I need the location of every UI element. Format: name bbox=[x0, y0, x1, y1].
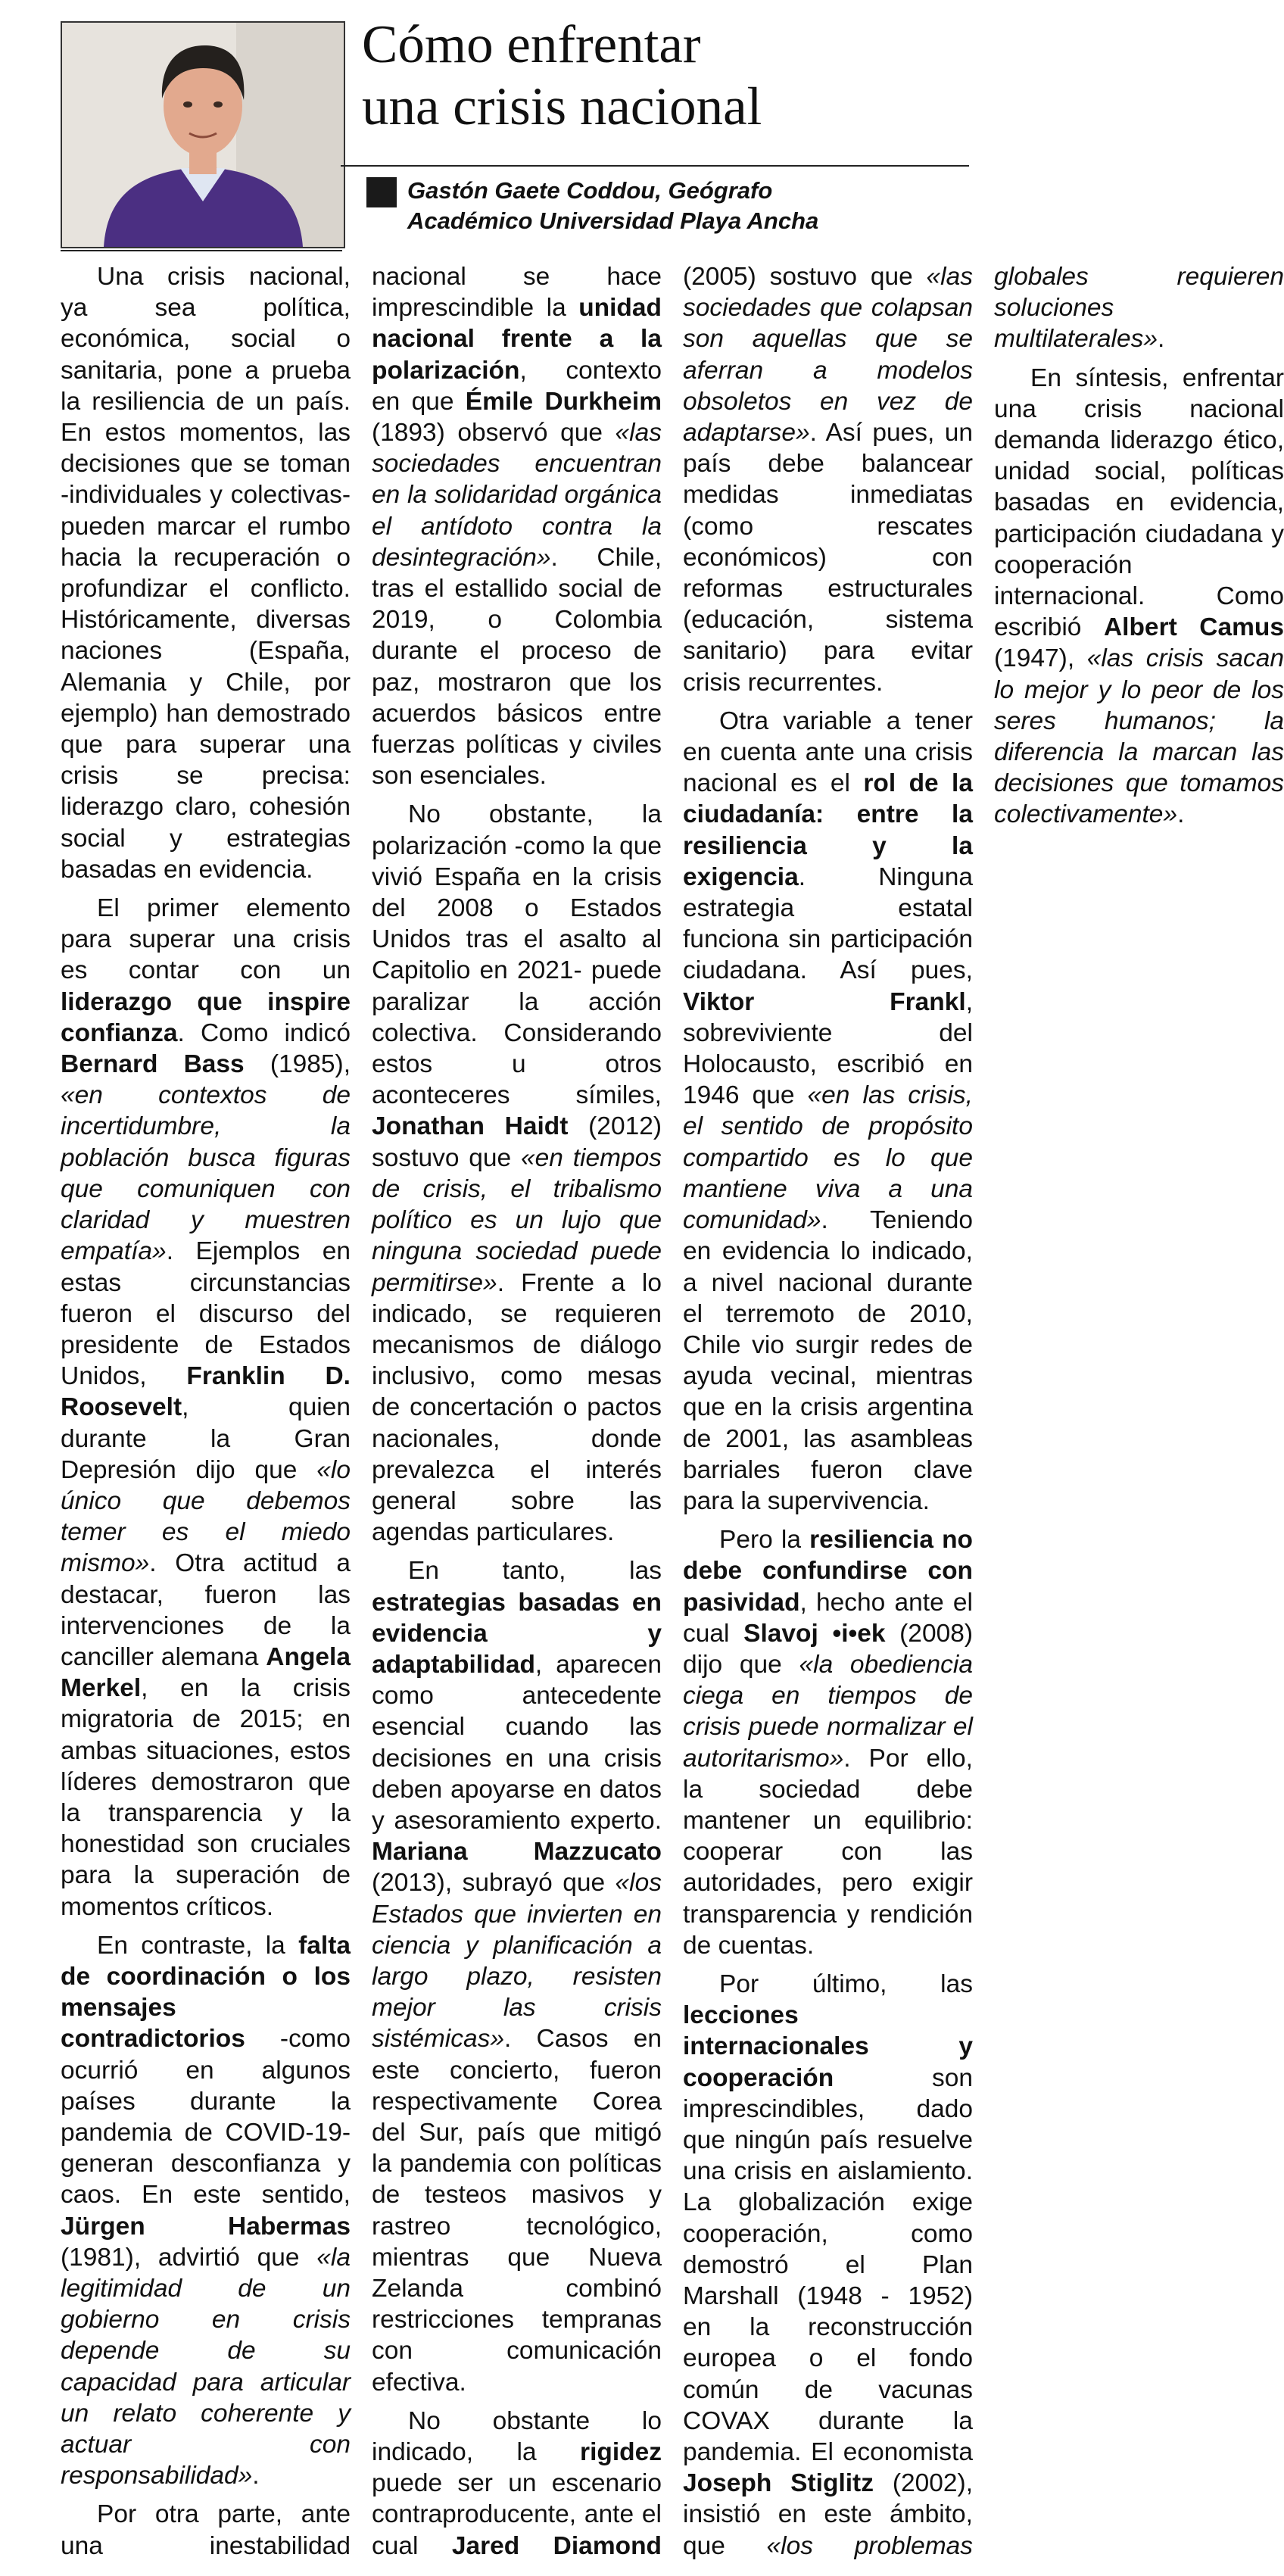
text-run: , hecho ante el cual bbox=[683, 1588, 973, 1648]
text-run: (2005) sostuvo que bbox=[683, 263, 927, 291]
text-run: , sobreviviente del Holocausto, escribió en 1946 que bbox=[683, 987, 973, 1110]
bold-phrase: liderazgo que inspire confianza bbox=[61, 987, 351, 1047]
text-run: . Ninguna estrategia estatal funciona sin participación ciudadana. Así pues, bbox=[683, 862, 973, 985]
text-run: . Así pues, un país debe balancear medidas inmediatas (como rescates económicos) con reformas estructurales (educación, sistema sanitario) para evitar crisis recurrentes. bbox=[683, 419, 973, 697]
text-run: (2012) sostuvo que bbox=[372, 1112, 662, 1172]
article-paragraph-p8 bbox=[683, 706, 973, 1517]
text-run: Pero la bbox=[719, 1526, 810, 1555]
author-role: Académico Universidad Playa Ancha bbox=[407, 207, 819, 234]
text-run: puede ser un escenario contraproducente, ante el cual bbox=[372, 2469, 662, 2560]
text-run: (1981), advirtió que bbox=[61, 2243, 317, 2272]
author-name: Gastón Gaete Coddou, Geógrafo bbox=[407, 177, 773, 204]
bold-phrase: Bernard Bass bbox=[61, 1050, 245, 1079]
bold-phrase: falta de coordinación o los mensajes contradictorios bbox=[61, 1931, 351, 2054]
text-run: . bbox=[252, 2462, 260, 2490]
italic-quote: «los problemas globales requieren soluciones multilaterales» bbox=[766, 263, 1284, 2560]
article-paragraph-p5 bbox=[372, 799, 662, 1548]
bold-phrase: Jonathan Haidt bbox=[372, 1112, 569, 1141]
left-eye-shape bbox=[183, 101, 192, 108]
byline bbox=[341, 165, 969, 242]
text-run: En síntesis, enfrentar una crisis nacional demanda liderazgo ético, unidad social, políticas basadas en evidencia, participación ciudadana y cooperación internacional. Como escribió bbox=[994, 363, 1284, 642]
bold-phrase: resiliencia no debe confundirse con pasividad bbox=[683, 1526, 974, 1617]
author-photo bbox=[61, 21, 345, 248]
right-eye-shape bbox=[213, 101, 223, 108]
text-run: No obstante, la polarización -como la que vivió España en la crisis del 2008 o Estados Unidos tras el asalto al Capitolio en 2021- puede paralizar la acción colectiva. Considerando estos u otros aconteceres símiles, bbox=[372, 800, 662, 1110]
text-run: Por otra parte, ante una inestabilidad nacional se hace imprescindible la bbox=[61, 263, 662, 2560]
text-run: -como ocurrió en algunos países durante la pandemia de COVID-19- generan desconfianza y caos. En este sentido, bbox=[61, 2025, 351, 2210]
photo-divider bbox=[61, 250, 342, 251]
italic-quote: «las sociedades que colapsan son aquellas que se aferran a modelos obsoletos en vez de adaptarse» bbox=[683, 263, 973, 448]
text-run: , contexto en que bbox=[372, 356, 662, 416]
text-run: . Como indicó bbox=[177, 1018, 351, 1047]
article-title bbox=[362, 14, 968, 138]
italic-quote: «la obediencia ciega en tiempos de crisis puede normalizar el autoritarismo» bbox=[683, 1650, 973, 1773]
italic-quote: «en tiempos de crisis, el tribalismo político es un lujo que ninguna sociedad puede permitirse» bbox=[372, 1143, 662, 1297]
text-run: En tanto, las bbox=[408, 1557, 662, 1586]
bold-phrase: Jürgen Habermas bbox=[61, 2212, 351, 2241]
bold-phrase: unidad nacional frente a la polarización bbox=[372, 294, 662, 385]
title-line-1: Cómo enfrentar bbox=[362, 15, 701, 74]
text-run: . Chile, tras el estallido social de 2019, o Colombia durante el proceso de paz, mostraron que los acuerdos básicos entre fuerzas políticas y civiles son esenciales. bbox=[372, 543, 662, 791]
bold-phrase: rigidez bbox=[580, 2438, 662, 2467]
text-run: Otra variable a tener en cuenta ante una crisis nacional es el bbox=[683, 706, 973, 798]
article-paragraph-p6 bbox=[372, 1555, 662, 2397]
italic-quote: «en las crisis, el sentido de propósito compartido es lo que mantiene viva a una comunidad» bbox=[683, 1081, 973, 1235]
bold-phrase: estrategias basadas en evidencia y adaptabilidad bbox=[372, 1588, 662, 1679]
bold-phrase: Joseph Stiglitz bbox=[683, 2469, 874, 2498]
bold-phrase: Slavoj •i•ek bbox=[743, 1619, 886, 1648]
bold-phrase: Angela Merkel bbox=[61, 1642, 351, 1703]
article-paragraph-p1 bbox=[61, 261, 351, 885]
text-run: No obstante lo indicado, la bbox=[372, 2406, 662, 2467]
bold-phrase: Franklin D. Roosevelt bbox=[61, 1362, 351, 1422]
text-run: (2002), insistió en este ámbito, que bbox=[683, 2469, 973, 2560]
bold-phrase: Albert Camus bbox=[1103, 613, 1284, 642]
bold-phrase: Émile Durkheim bbox=[465, 387, 662, 416]
text-run: . Por ello, la sociedad debe mantener un equilibrio: cooperar con las autoridades, pero exigir transparencia y rendición de cuentas. bbox=[683, 1744, 973, 1960]
article-paragraph-p2 bbox=[61, 893, 351, 1923]
italic-quote: «las crisis sacan lo mejor y lo peor de los seres humanos; la diferencia la marcan las decisiones que tomamos colectivamente» bbox=[994, 644, 1284, 829]
text-run: . Ejemplos en estas circunstancias fueron el discurso del presidente de Estados Unidos, bbox=[61, 1237, 351, 1391]
text-run: son imprescindibles, dado que ningún país resuelve una crisis en aislamiento. La globalización exige cooperación, como demostró el Plan Marshall (1948 - 1952) en la reconstrucción europea o el fondo común de vacunas COVAX durante la pandemia. El economista bbox=[683, 2063, 973, 2467]
text-run: . bbox=[1157, 325, 1165, 354]
article-paragraph-p9 bbox=[683, 1524, 973, 1961]
text-run: (1985), bbox=[244, 1050, 351, 1079]
title-line-2: una crisis nacional bbox=[362, 77, 762, 136]
bold-phrase: Jared Diamond bbox=[451, 2531, 662, 2560]
bold-phrase: Mariana Mazzucato bbox=[372, 1838, 662, 1867]
text-run: , en la crisis migratoria de 2015; en ambas situaciones, estos líderes demostraron que la transparencia y la honestidad son cruciales para la superación de momentos críticos. bbox=[61, 1674, 351, 1921]
text-run: (2008) dijo que bbox=[683, 1619, 973, 1679]
text-run: , aparecen como antecedente esencial cuando las decisiones en una crisis deben apoyarse en datos y asesoramiento experto. bbox=[372, 1650, 662, 1835]
italic-quote: «lo único que debemos temer es el miedo mismo» bbox=[61, 1455, 351, 1578]
text-run: . Casos en este concierto, fueron respectivamente Corea del Sur, país que mitigó la pandemia con políticas de testeos masivos y rastreo tecnológico, mientras que Nueva Zelanda combinó restricciones tempranas con comunicación efectiva. bbox=[372, 2025, 662, 2397]
text-run: . bbox=[1177, 800, 1185, 829]
byline-square-icon bbox=[366, 177, 397, 207]
text-run: (1893) observó que bbox=[372, 419, 616, 448]
article-paragraph-p11 bbox=[994, 363, 1284, 831]
text-run: . Teniendo en evidencia lo indicado, a nivel nacional durante el terremoto de 2010, Chile vio surgir redes de ayuda vecinal, mientras que en la crisis argentina de 2001, las asambleas barriales fueron clave para la supervivencia. bbox=[683, 1206, 973, 1515]
italic-quote: «en contextos de incertidumbre, la población busca figuras que comuniquen con claridad y muestren empatía» bbox=[61, 1081, 351, 1266]
italic-quote: «la legitimidad de un gobierno en crisis depende de su capacidad para articular un relato coherente y actuar con responsabilidad» bbox=[61, 2243, 351, 2490]
text-run: . Frente a lo indicado, se requieren mecanismos de diálogo inclusivo, como mesas de concertación o pactos nacionales, donde prevalezca el interés general sobre las agendas particulares. bbox=[372, 1268, 662, 1547]
article-body bbox=[61, 261, 1284, 2563]
text-run: El primer elemento para superar una crisis es contar con un bbox=[61, 894, 351, 985]
italic-quote: «los Estados que invierten en ciencia y planificación a largo plazo, resisten mejor las crisis sistémicas» bbox=[372, 1869, 662, 2054]
text-run: (2013), subrayó que bbox=[372, 1869, 616, 1898]
text-run: . Otra actitud a destacar, fueron las intervenciones de la canciller alemana bbox=[61, 1549, 351, 1671]
text-run: En contraste, la bbox=[97, 1931, 299, 1960]
bold-phrase: rol de la ciudadanía: entre la resiliencia y la exigencia bbox=[683, 769, 973, 891]
author-portrait-icon bbox=[62, 23, 344, 247]
bold-phrase: lecciones internacionales y cooperación bbox=[683, 2001, 973, 2092]
text-run: , quien durante la Gran Depresión dijo que bbox=[61, 1393, 351, 1484]
article-paragraph-p3 bbox=[61, 1930, 351, 2492]
text-run: (1947), bbox=[994, 644, 1087, 673]
text-run: Una crisis nacional, ya sea política, económica, social o sanitaria, pone a prueba la resiliencia de un país. En estos momentos, las decisiones que se toman -individuales y colectivas- pueden marcar el rumbo hacia la recuperación o profundizar el conflicto. Históricamente, diversas naciones (España, Alemania y Chile, por ejemplo) han demostrado que para superar una crisis se precisa: liderazgo claro, cohesión social y estrategias basadas en evidencia. bbox=[61, 263, 351, 884]
text-run: Por último, las bbox=[719, 1969, 973, 1998]
italic-quote: «las sociedades encuentran en la solidaridad orgánica el antídoto contra la desintegración» bbox=[372, 419, 662, 572]
bold-phrase: Viktor Frankl bbox=[683, 987, 966, 1016]
